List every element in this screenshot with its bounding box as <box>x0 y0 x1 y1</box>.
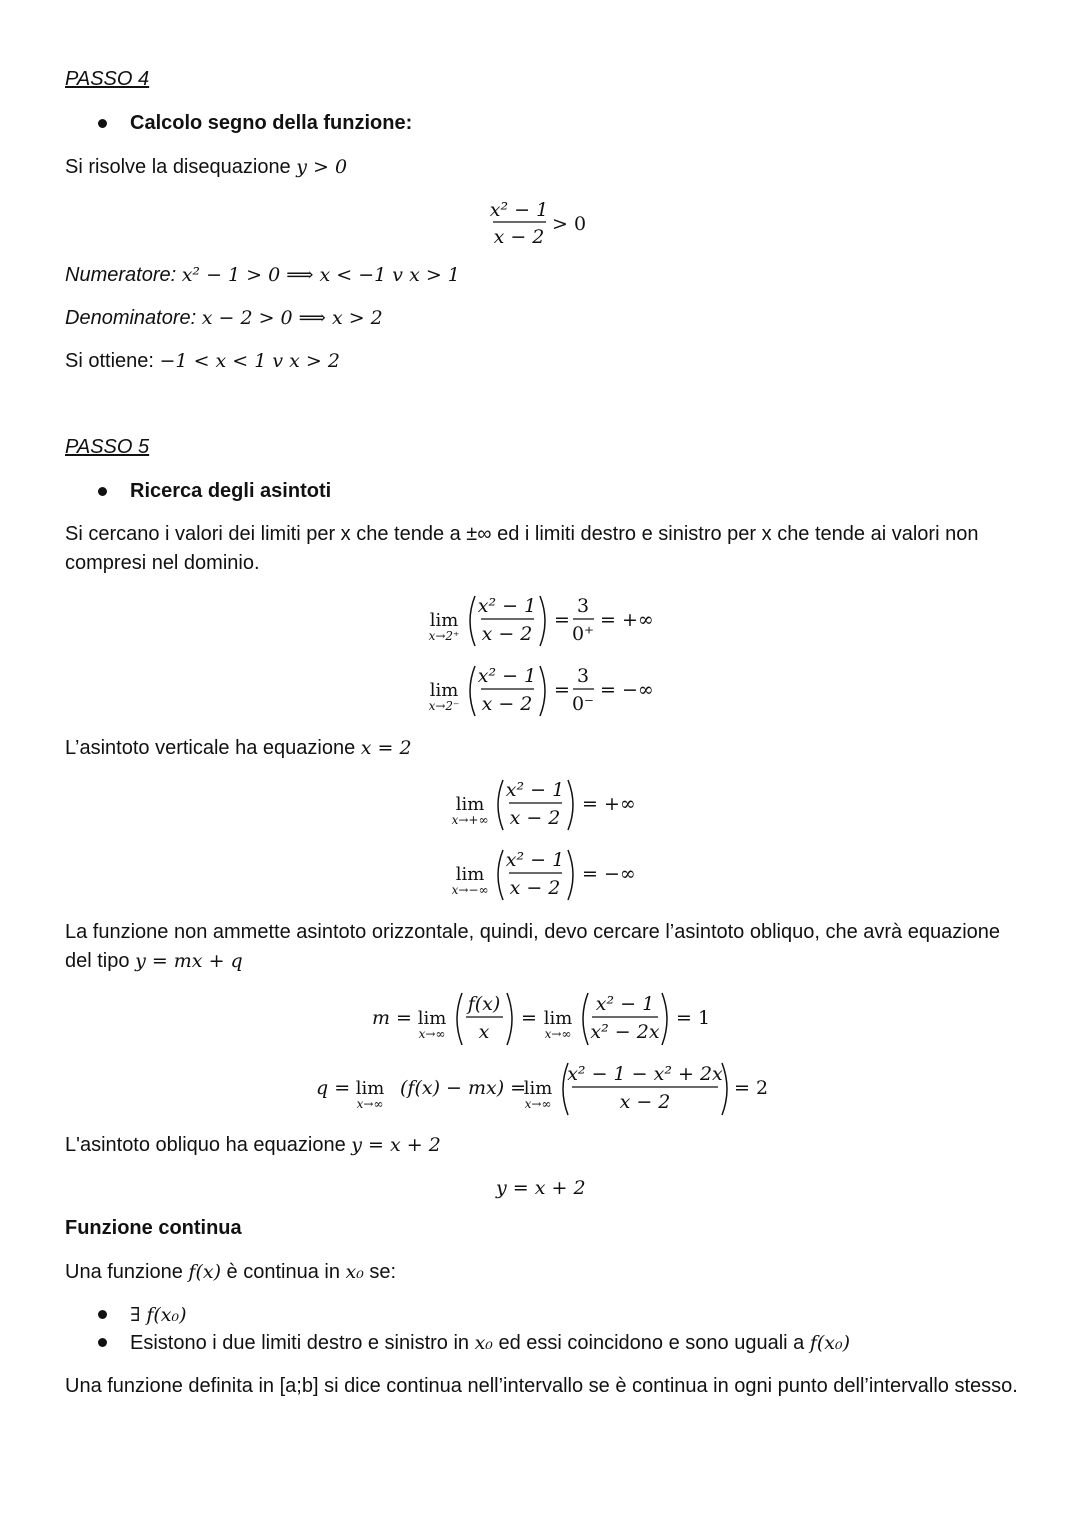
left-paren <box>470 666 475 716</box>
right-paren <box>662 993 667 1045</box>
continuity-intro-a: Una funzione <box>65 1261 189 1283</box>
step4-intro <box>65 154 347 180</box>
limit-left-equation <box>424 662 664 720</box>
m-numerator: f(x) <box>467 993 501 1015</box>
denominator-label: Denominatore: <box>65 307 202 329</box>
lim-word: lim <box>429 680 459 701</box>
m-lhs: m = <box>372 1007 412 1029</box>
limit-result: = −∞ <box>600 679 654 701</box>
bullet2-math2: f(x₀) <box>809 1332 851 1354</box>
equals-sign: = <box>554 609 570 631</box>
ineq-denominator: x − 2 <box>493 226 545 248</box>
continuity-intro-c: se: <box>363 1261 397 1283</box>
limit-right-equation <box>424 592 664 650</box>
intercept-q-formula <box>314 1058 784 1118</box>
lim-subscript: x→−∞ <box>451 883 489 897</box>
lim-denominator: x − 2 <box>509 807 561 829</box>
denominator-math: x − 2 > 0 ⟹ x > 2 <box>201 307 383 329</box>
limit-result: = +∞ <box>600 609 654 631</box>
limit-result: = −∞ <box>582 863 636 885</box>
q-expression: (f(x) − mx) = <box>400 1077 527 1099</box>
step5-bullet-title: Ricerca degli asintoti <box>130 480 332 502</box>
vertical-asymptote-line <box>65 735 412 761</box>
horizontal-text: La funzione non ammette asintoto orizzontale, quindi, devo cercare l’asintoto obliquo, che avrà equazione del tipo <box>65 921 1001 972</box>
limit-result: = +∞ <box>582 793 636 815</box>
denominator-line <box>65 305 383 331</box>
equals-sign: = <box>554 679 570 701</box>
q-numerator: x² − 1 − x² + 2x <box>567 1063 723 1085</box>
lim-subscript: x→∞ <box>524 1097 552 1111</box>
ineq-rhs: > 0 <box>552 213 587 235</box>
q-result: = 2 <box>734 1077 769 1099</box>
lim-word: lim <box>455 864 485 885</box>
oblique-text: L'asintoto obliquo ha equazione <box>65 1134 352 1156</box>
ineq-numerator: x² − 1 <box>489 199 549 221</box>
lim-numerator: x² − 1 <box>477 595 537 617</box>
horizontal-asymptote-paragraph <box>65 918 1025 976</box>
lim-word: lim <box>429 610 459 631</box>
numerator-label: Numeratore: <box>65 264 182 286</box>
left-paren <box>498 850 503 900</box>
m-denominator: x <box>478 1021 490 1043</box>
left-paren <box>470 596 475 646</box>
vertical-text: L’asintoto verticale ha equazione <box>65 737 361 759</box>
continuity-bullet-2 <box>130 1330 850 1356</box>
lim-word: lim <box>417 1008 447 1029</box>
lim-denominator: x − 2 <box>509 877 561 899</box>
continuity-title: Funzione continua <box>65 1217 242 1239</box>
numerator-line <box>65 262 460 288</box>
bullet2-math1: x₀ <box>474 1332 493 1354</box>
right-paren <box>540 596 545 646</box>
limit-neg-inf-equation <box>446 846 646 904</box>
bullet2-mid: ed essi coincidono e sono uguali a <box>492 1332 810 1354</box>
bullet-dot <box>98 1310 107 1319</box>
lim-subscript: x→∞ <box>544 1027 572 1041</box>
continuity-bullet-1 <box>130 1302 187 1328</box>
result-line <box>65 348 340 374</box>
result-denominator: 0⁺ <box>571 623 595 645</box>
inequality-display <box>490 198 600 252</box>
lim-subscript: x→+∞ <box>451 813 489 827</box>
lim-subscript: x→2⁻ <box>428 699 460 713</box>
q-denominator: x − 2 <box>619 1091 671 1113</box>
bullet2-text: Esistono i due limiti destro e sinistro in <box>130 1332 475 1354</box>
oblique-display <box>496 1175 586 1201</box>
lim-denominator: x − 2 <box>481 623 533 645</box>
equals-sign: = <box>521 1007 537 1029</box>
left-paren <box>583 993 588 1045</box>
continuity-intro <box>65 1259 396 1285</box>
continuity-bullet-1-math: ∃ f(x₀) <box>130 1304 187 1326</box>
continuity-intro-math1: f(x) <box>188 1261 221 1283</box>
left-paren <box>457 993 462 1045</box>
lim-subscript: x→∞ <box>418 1027 446 1041</box>
result-denominator: 0⁻ <box>571 693 595 715</box>
m-result: = 1 <box>676 1007 711 1029</box>
lim-numerator: x² − 1 <box>477 665 537 687</box>
lim-subscript: x→∞ <box>356 1097 384 1111</box>
oblique-math: y = x + 2 <box>351 1134 441 1156</box>
result-math: −1 < x < 1 v x > 2 <box>159 350 340 372</box>
step4-intro-text: Si risolve la disequazione <box>65 156 297 178</box>
lim-word: lim <box>455 794 485 815</box>
m-numerator-2: x² − 1 <box>595 993 655 1015</box>
continuity-intro-b: è continua in <box>221 1261 346 1283</box>
lim-subscript: x→2⁺ <box>428 629 460 643</box>
continuity-intro-math2: x₀ <box>345 1261 364 1283</box>
step5-intro: Si cercano i valori dei limiti per x che tende a ±∞ ed i limiti destro e sinistro per x che tende ai valori non compresi nel dominio. <box>65 523 979 574</box>
continuity-closing: Una funzione definita in [a;b] si dice continua nell’intervallo se è continua in ogni punto dell’intervallo stesso. <box>65 1375 1018 1397</box>
lim-numerator: x² − 1 <box>505 779 565 801</box>
result-label: Si ottiene: <box>65 350 160 372</box>
lim-numerator: x² − 1 <box>505 849 565 871</box>
step4-intro-math: y > 0 <box>296 156 348 178</box>
bullet-dot <box>98 119 107 128</box>
result-numerator: 3 <box>576 595 590 617</box>
right-paren <box>540 666 545 716</box>
bullet-dot <box>98 1338 107 1347</box>
result-numerator: 3 <box>576 665 590 687</box>
lim-word: lim <box>543 1008 573 1029</box>
step4-heading: PASSO 4 <box>65 68 150 90</box>
oblique-asymptote-line <box>65 1132 441 1158</box>
horizontal-math: y = mx + q <box>135 950 243 972</box>
step4-bullet-title: Calcolo segno della funzione: <box>130 112 413 134</box>
lim-denominator: x − 2 <box>481 693 533 715</box>
lim-word: lim <box>523 1078 553 1099</box>
right-paren <box>568 850 573 900</box>
bullet-dot <box>98 487 107 496</box>
oblique-display-math: y = x + 2 <box>496 1177 586 1199</box>
limit-pos-inf-equation <box>446 776 646 834</box>
step5-heading: PASSO 5 <box>65 436 150 458</box>
vertical-math: x = 2 <box>360 737 412 759</box>
left-paren <box>498 780 503 830</box>
numerator-math: x² − 1 > 0 ⟹ x < −1 v x > 1 <box>181 264 460 286</box>
q-lhs: q = <box>316 1077 351 1099</box>
right-paren <box>507 993 512 1045</box>
right-paren <box>568 780 573 830</box>
lim-word: lim <box>355 1078 385 1099</box>
m-denominator-2: x² − 2x <box>590 1021 660 1043</box>
slope-m-formula <box>370 988 720 1048</box>
